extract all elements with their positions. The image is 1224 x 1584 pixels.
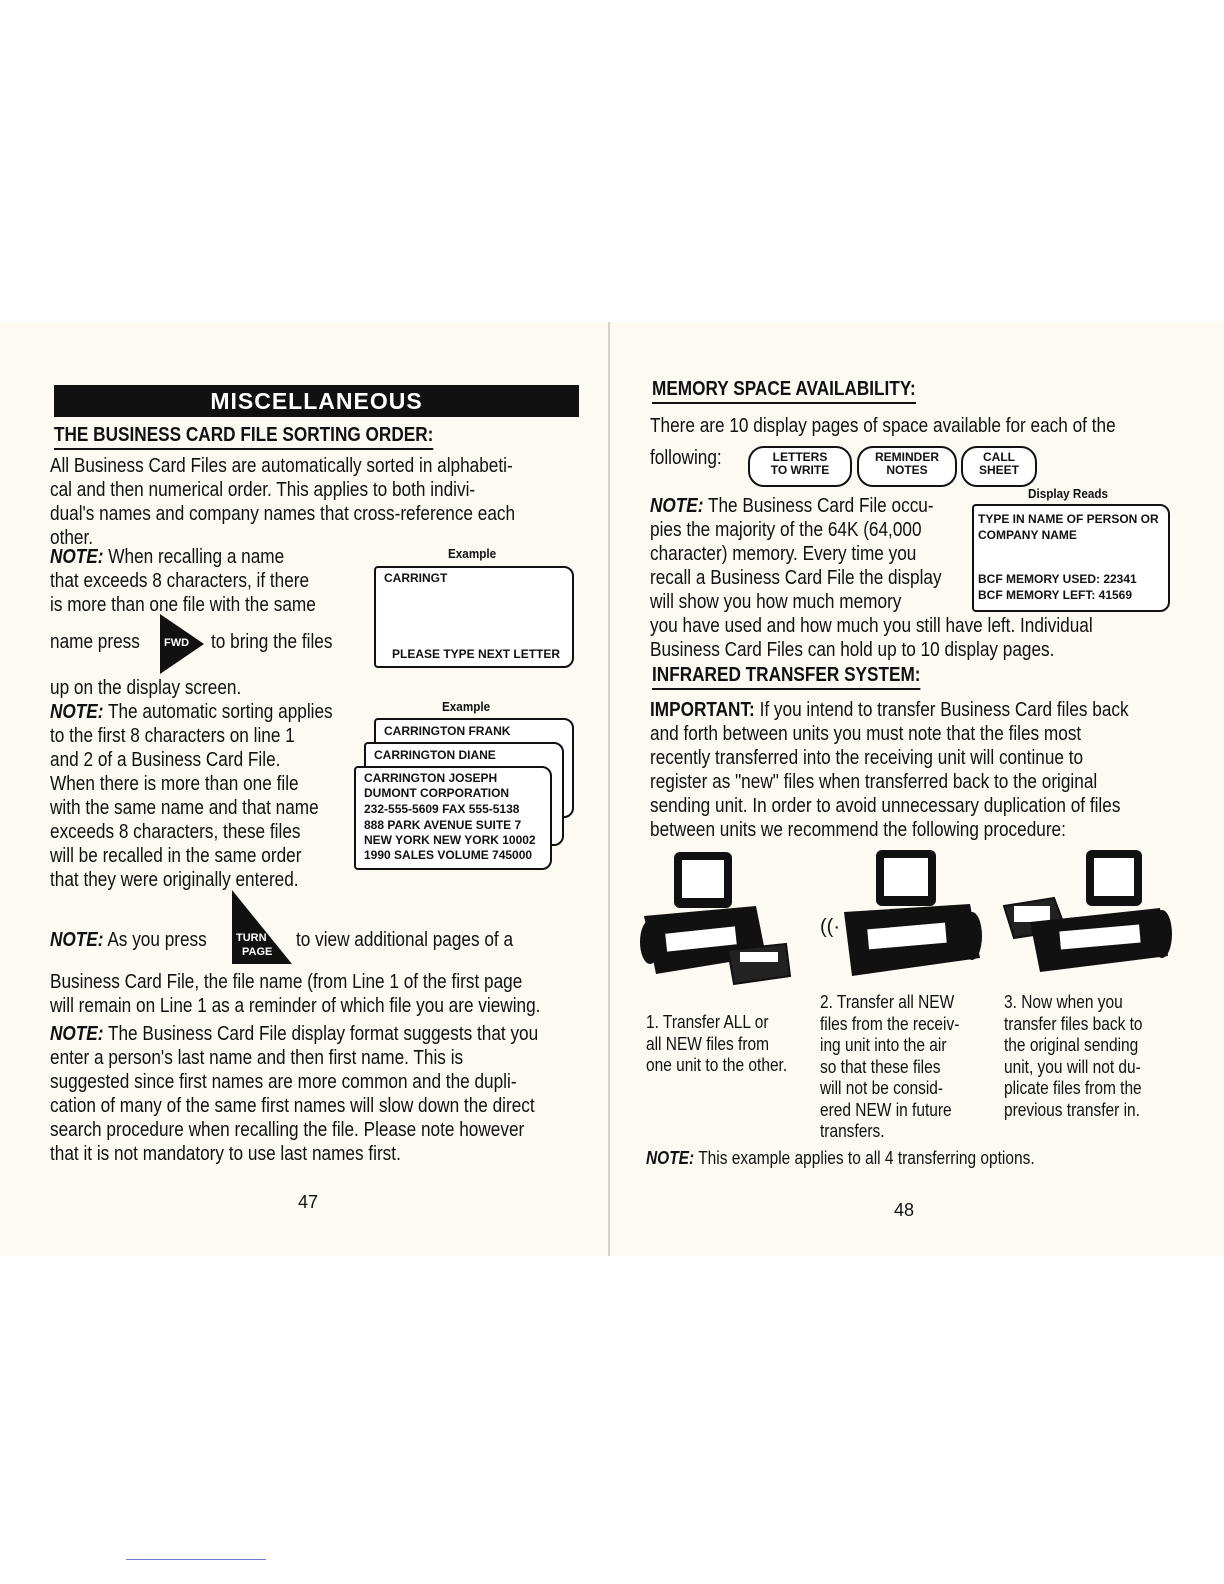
display-reads-label: Display Reads: [1028, 486, 1108, 501]
screen-line: BCF MEMORY USED: 22341: [978, 572, 1137, 586]
text-line: dual's names and company names that cross-reference each: [50, 503, 516, 525]
text-line: that exceeds 8 characters, if there: [50, 570, 310, 592]
text-line: As you press: [107, 929, 207, 951]
text-line: to the first 8 characters on line 1: [50, 725, 295, 747]
text-line: Business Card Files can hold up to 10 display pages.: [650, 639, 1055, 661]
note-1-press-before: name press: [50, 631, 140, 653]
note-3-continued: [50, 970, 540, 1018]
text-line: that they were originally entered.: [50, 869, 299, 891]
text-line: pies the majority of the 64K (64,000: [650, 519, 922, 541]
text-line: cation of many of the same first names will slow down the direct: [50, 1095, 535, 1117]
text-line: and forth between units you must note that the files most: [650, 723, 1082, 745]
text-line: exceeds 8 characters, these files: [50, 821, 301, 843]
desk-unit-return-illustration: [1000, 846, 1174, 986]
caption-line: 1. Transfer ALL or: [646, 1012, 769, 1032]
caption-line: one unit to the other.: [646, 1055, 788, 1075]
text-line: will be recalled in the same order: [50, 845, 302, 867]
text-line: sending unit. In order to avoid unnecessary duplication of files: [650, 795, 1121, 817]
page-gutter: [608, 322, 610, 1256]
page-number: 47: [298, 1192, 319, 1212]
card-line: CARRINGTON JOSEPH: [364, 771, 498, 785]
section-banner: MISCELLANEOUS: [54, 385, 579, 417]
text-line: When recalling a name: [108, 546, 285, 568]
screen-line: COMPANY NAME: [978, 528, 1077, 542]
caption-line: transfer files back to: [1004, 1013, 1143, 1034]
key-label: CALL: [983, 450, 1015, 464]
key-label: TO WRITE: [770, 463, 830, 477]
caption-step-1: [646, 1012, 787, 1077]
text-line: recall a Business Card File the display: [650, 567, 942, 589]
text-line: register as "new" files when transferred back to the original: [650, 771, 1098, 793]
screen-line: TYPE IN NAME OF PERSON OR: [978, 512, 1159, 526]
text-line: When there is more than one file: [50, 773, 299, 795]
intro-paragraph: [50, 454, 515, 550]
scan-artifact-line: [126, 1559, 266, 1560]
desk-unit-receiving-illustration: [820, 846, 986, 986]
screen-line: CARRINGT: [384, 571, 448, 585]
note-label: NOTE:: [50, 1023, 104, 1045]
card-line: 232-555-5609 FAX 555-5138: [364, 802, 520, 816]
note-3-before: [50, 928, 207, 952]
caption-step-2: [820, 992, 959, 1143]
text-line: other.: [50, 527, 94, 549]
caption-line: plicate files from the: [1004, 1078, 1142, 1098]
text-line: that it is not mandatory to use last names first.: [50, 1143, 401, 1165]
text-line: with the same name and that name: [50, 797, 319, 819]
card-front: [354, 766, 552, 870]
caption-line: unit, you will not du-: [1004, 1056, 1141, 1077]
fwd-key-icon: [158, 612, 206, 676]
note-label: NOTE:: [650, 495, 704, 517]
key-label: REMINDER: [874, 450, 939, 464]
note-1-end: up on the display screen.: [50, 677, 242, 699]
note-label: NOTE:: [646, 1148, 695, 1168]
card-line: CARRINGTON DIANE: [374, 748, 496, 762]
call-sheet-key: [961, 446, 1037, 487]
card-line: CARRINGTON FRANK: [384, 724, 511, 738]
text-line: will show you how much memory: [650, 591, 902, 613]
card-line: NEW YORK NEW YORK 10002: [364, 833, 536, 847]
note-2: [50, 700, 333, 892]
key-label: SHEET: [978, 463, 1019, 477]
final-note: [646, 1148, 1035, 1170]
text-line: between units we recommend the following procedure:: [650, 819, 1066, 841]
turn-page-key-label-2: PAGE: [242, 946, 273, 958]
fwd-key-label: FWD: [164, 637, 190, 649]
caption-line: ing unit into the air: [820, 1035, 947, 1055]
card-line: DUMONT CORPORATION: [364, 786, 510, 800]
caption-step-3: [1004, 992, 1143, 1121]
text-line: and 2 of a Business Card File.: [50, 749, 281, 771]
caption-line: all NEW files from: [646, 1033, 769, 1054]
text-line: enter a person's last name and then first name. This is: [50, 1047, 464, 1069]
note-1: [50, 545, 316, 617]
caption-line: previous transfer in.: [1004, 1099, 1140, 1120]
memory-following: following:: [650, 447, 722, 469]
caption-line: 2. Transfer all NEW: [820, 992, 955, 1012]
memory-heading: MEMORY SPACE AVAILABILITY:: [652, 378, 916, 404]
text-line: character) memory. Every time you: [650, 543, 917, 565]
caption-line: will not be consid-: [820, 1078, 944, 1098]
page-number: 48: [894, 1200, 915, 1220]
caption-line: 3. Now when you: [1004, 992, 1123, 1012]
turn-page-key-icon: [230, 888, 294, 966]
caption-line: so that these files: [820, 1056, 941, 1077]
desk-unit-with-handheld-illustration: [636, 846, 794, 986]
text-line: All Business Card Files are automatically sorted in alphabeti-: [50, 455, 513, 477]
caption-line: ered NEW in future: [820, 1099, 952, 1120]
text-line: will remain on Line 1 as a reminder of which file you are viewing.: [50, 995, 541, 1017]
text-line: you have used and how much you still have left. Individual: [650, 615, 1093, 637]
infrared-heading: INFRARED TRANSFER SYSTEM:: [652, 664, 921, 690]
card-line: 1990 SALES VOLUME 745000: [364, 848, 533, 862]
note-3-after: to view additional pages of a: [296, 929, 514, 951]
reminder-notes-key: [857, 446, 957, 487]
text-line: search procedure when recalling the file. Please note however: [50, 1119, 525, 1141]
key-label: NOTES: [886, 463, 928, 477]
text-line: recently transferred into the receiving unit will continue to: [650, 747, 1084, 769]
text-line: cal and then numerical order. This applies to both indivi-: [50, 479, 476, 501]
important-paragraph: [650, 698, 1129, 842]
example-label: Example: [442, 699, 491, 714]
section-heading: THE BUSINESS CARD FILE SORTING ORDER:: [54, 424, 433, 450]
text-line: The automatic sorting applies: [107, 701, 333, 723]
text-line: If you intend to transfer Business Card files back: [759, 699, 1129, 721]
caption-line: transfers.: [820, 1121, 885, 1141]
text-line: The Business Card File display format suggests that you: [107, 1023, 539, 1045]
text-line: Business Card File, the file name (from Line 1 of the first page: [50, 971, 523, 993]
screen-line: PLEASE TYPE NEXT LETTER: [392, 647, 561, 661]
card-line: 888 PARK AVENUE SUITE 7: [364, 818, 522, 832]
key-label: LETTERS: [772, 450, 828, 464]
letters-to-write-key: [748, 446, 852, 487]
example-label: Example: [448, 546, 497, 561]
display-screen-example-1: [374, 566, 574, 668]
text-line: The Business Card File occu-: [707, 495, 934, 517]
note-label: NOTE:: [50, 929, 104, 951]
turn-page-key-label-1: TURN: [236, 932, 267, 944]
text-line: suggested since first names are more common and the dupli-: [50, 1071, 517, 1093]
text-line: This example applies to all 4 transferring options.: [698, 1148, 1035, 1168]
important-label: IMPORTANT:: [650, 699, 755, 721]
infrared-signal-icon: ((·: [820, 916, 840, 938]
note-label: NOTE:: [50, 701, 104, 723]
note-1-press-after: to bring the files: [211, 631, 333, 653]
memory-line-1: There are 10 display pages of space available for each of the: [650, 415, 1116, 437]
screen-line: BCF MEMORY LEFT: 41569: [978, 588, 1133, 602]
memory-note: [650, 494, 1093, 662]
caption-line: the original sending: [1004, 1035, 1139, 1055]
caption-line: files from the receiv-: [820, 1013, 960, 1034]
note-label: NOTE:: [50, 546, 104, 568]
note-4: [50, 1022, 538, 1166]
text-line: is more than one file with the same: [50, 594, 316, 616]
